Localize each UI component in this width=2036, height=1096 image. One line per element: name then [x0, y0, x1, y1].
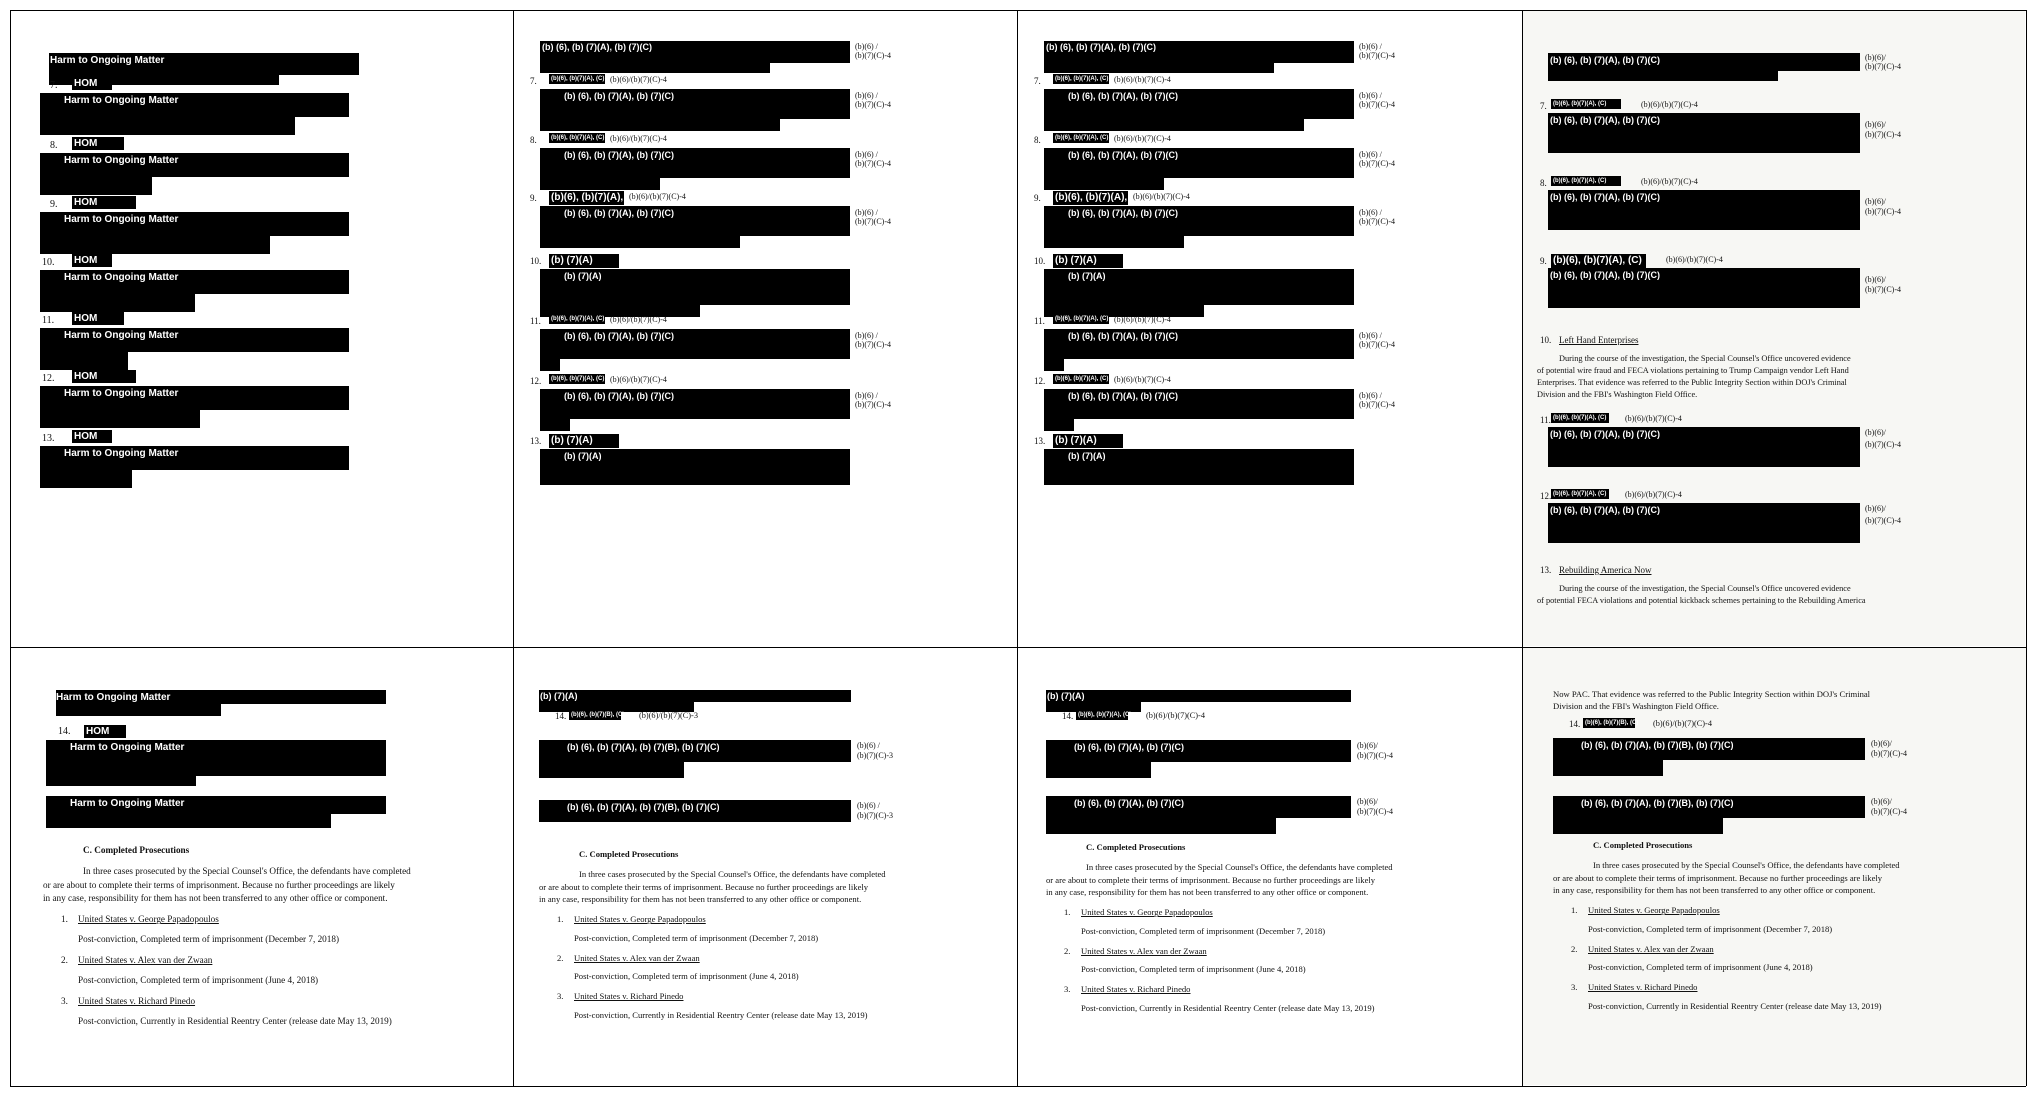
margin-note: (b)(6) / [855, 42, 878, 51]
case-status: Post-conviction, Completed term of imprisonment (June 4, 2018) [1588, 962, 1813, 973]
item-number: 13. [1034, 436, 1046, 446]
margin-note: (b)(6)/ [1865, 197, 1886, 206]
item-number: 9. [530, 193, 537, 203]
paragraph-line: During the course of the investigation, the Special Counsel's Office uncovered evidence [1559, 354, 1851, 363]
redaction-block-step [540, 177, 660, 190]
panel-divider [513, 10, 514, 1086]
block-label: (b) (6), (b) (7)(A), (b) (7)(C) [1068, 208, 1178, 218]
exemption-tag-label: (b)(6), (b)(7)(A), (C) [1055, 76, 1109, 82]
case-status: Post-conviction, Completed term of imprisonment (June 4, 2018) [1081, 964, 1306, 975]
redaction-block-step [40, 351, 128, 370]
redaction-block-step [40, 116, 295, 135]
block-label: (b) (6), (b) (7)(A), (b) (7)(C) [1074, 798, 1184, 808]
paragraph-line: of potential wire fraud and FECA violations pertaining to Trump Campaign vendor Left Hand [1537, 366, 1849, 375]
margin-note: (b)(7)(C)-4 [1865, 285, 1901, 294]
exemption-note: (b)(6)/(b)(7)(C)-4 [610, 375, 667, 384]
section-heading: C. Completed Prosecutions [579, 849, 679, 859]
item-number: 13. [530, 436, 542, 446]
exemption-tag-label: (b)(6), (b)(7)(A), (C) [551, 192, 640, 203]
paragraph-line: of potential FECA violations and potential kickback schemes pertaining to the Rebuilding America [1537, 596, 1866, 605]
case-title: United States v. Richard Pinedo [574, 991, 684, 1002]
section-title: Left Hand Enterprises [1559, 335, 1639, 345]
panel-divider [1522, 10, 1523, 1086]
block-label: (b) (6), (b) (7)(A), (b) (7)(C) [542, 42, 652, 52]
item-number: 11. [1540, 415, 1551, 425]
exemption-tag-label: (b) (7)(A) [1055, 255, 1097, 266]
block-label: (b) (6), (b) (7)(A), (b) (7)(C) [1074, 742, 1184, 752]
block-label: (b) (6), (b) (7)(A), (b) (7)(C) [564, 391, 674, 401]
item-number: 13. [42, 433, 55, 444]
redaction-block-step [56, 703, 221, 716]
item-number: 14. [555, 711, 567, 721]
case-number: 1. [557, 914, 564, 925]
panel-divider [2026, 10, 2027, 1086]
item-number: 14. [1062, 711, 1074, 721]
redaction-block-step [1553, 759, 1663, 776]
hom-code: HOM [74, 78, 98, 89]
margin-note: (b)(6) / [1359, 150, 1382, 159]
block-label: (b) (6), (b) (7)(A), (b) (7)(C) [1046, 42, 1156, 52]
case-status: Post-conviction, Completed term of imprisonment (June 4, 2018) [574, 971, 799, 982]
item-number: 11. [1034, 316, 1045, 326]
block-label: (b) (6), (b) (7)(A), (b) (7)(C) [1068, 150, 1178, 160]
case-number: 1. [1571, 905, 1578, 916]
block-label: Harm to Ongoing Matter [64, 95, 179, 106]
item-number: 7. [1034, 76, 1041, 86]
item-number: 8. [1540, 178, 1547, 188]
exemption-tag-label: (b) (7)(A) [1055, 435, 1097, 446]
exemption-note: (b)(6)/(b)(7)(C)-4 [1641, 177, 1698, 186]
margin-note: (b)(7)(C)-4 [1359, 51, 1395, 60]
case-title: United States v. Alex van der Zwaan [1588, 943, 1714, 954]
margin-note: (b)(6)/ [1357, 797, 1378, 806]
redaction-block-step [1044, 358, 1064, 371]
margin-note: (b)(6)/ [1871, 739, 1892, 748]
hom-code: HOM [86, 726, 110, 737]
block-label: (b) (6), (b) (7)(A), (b) (7)(C) [1550, 429, 1660, 439]
margin-note: (b)(7)(C)-4 [1871, 749, 1907, 758]
margin-note: (b)(6) / [855, 91, 878, 100]
margin-note: (b)(6)/ [1865, 120, 1886, 129]
case-number: 3. [1064, 984, 1071, 995]
exemption-note: (b)(6)/(b)(7)(C)-4 [629, 192, 686, 201]
margin-note: (b)(6) / [1359, 42, 1382, 51]
case-title: United States v. Alex van der Zwaan [1081, 945, 1207, 956]
section-heading: C. Completed Prosecutions [83, 845, 190, 855]
paragraph-line: Enterprises. That evidence was referred to the Public Integrity Section within DOJ's Criminal [1537, 378, 1847, 387]
section-title: Rebuilding America Now [1559, 565, 1652, 575]
exemption-note: (b)(6)/(b)(7)(C)-4 [1625, 490, 1682, 499]
redaction-block-step [1548, 542, 1658, 543]
page-5-hom [11, 648, 512, 1085]
panel-divider [10, 10, 2026, 11]
item-number: 14. [58, 726, 71, 737]
block-label: Harm to Ongoing Matter [64, 448, 179, 459]
margin-note: (b)(7)(C)-4 [1865, 516, 1901, 525]
block-label: (b) (7)(A) [540, 691, 578, 701]
block-label: (b) (7)(A) [564, 451, 602, 461]
margin-note: (b)(6)/ [1865, 275, 1886, 284]
margin-note: (b)(6)/ [1865, 428, 1886, 437]
margin-note: (b)(6)/ [1865, 53, 1886, 62]
redaction-block-step [1044, 118, 1304, 131]
case-title: United States v. Alex van der Zwaan [78, 955, 213, 966]
case-title: United States v. George Papadopoulos [1081, 907, 1213, 918]
paragraph-line: in any case, responsibility for them has not been transferred to any other office or component. [1046, 887, 1369, 898]
exemption-tag-label: (b)(6), (b)(7)(A), (C) [551, 135, 605, 141]
block-label: (b) (6), (b) (7)(A), (b) (7)(C) [1550, 505, 1660, 515]
block-label: Harm to Ongoing Matter [70, 798, 185, 809]
exemption-note: (b)(6)/(b)(7)(C)-4 [1133, 192, 1190, 201]
margin-note: (b)(7)(C)-4 [1871, 807, 1907, 816]
redaction-block-step [40, 409, 200, 428]
item-number: 10. [530, 256, 542, 266]
exemption-note: (b)(6)/(b)(7)(C)-4 [1114, 375, 1171, 384]
block-label: (b) (6), (b) (7)(A), (b) (7)(C) [1550, 55, 1660, 65]
exemption-note: (b)(6)/(b)(7)(C)-3 [639, 711, 698, 720]
block-label: (b) (7)(A) [1047, 691, 1085, 701]
case-title: United States v. Richard Pinedo [78, 995, 196, 1006]
exemption-tag-label: (b)(6), (b)(7)(A), (C) [1553, 178, 1607, 184]
redaction-block-step [1548, 307, 1658, 308]
margin-note: (b)(7)(C)-4 [1359, 159, 1395, 168]
redaction-block-step [1548, 229, 1658, 230]
case-number: 3. [61, 995, 68, 1006]
redaction-block-step [1548, 466, 1658, 467]
paragraph-line: in any case, responsibility for them has not been transferred to any other office or component. [43, 893, 388, 904]
item-number: 7. [530, 76, 537, 86]
paragraph-line: or are about to complete their terms of imprisonment. Because no further proceedings are likely [539, 881, 869, 892]
paragraph-line: Now PAC. That evidence was referred to the Public Integrity Section within DOJ's Criminal [1553, 689, 1871, 699]
exemption-tag-label: (b)(6), (b)(7)(A), (C) [1553, 255, 1642, 266]
redaction-block-step [1044, 177, 1164, 190]
case-status: Post-conviction, Completed term of imprisonment (December 7, 2018) [1081, 925, 1326, 936]
case-status: Post-conviction, Currently in Residential Reentry Center (release date May 13, 2019) [1081, 1002, 1375, 1013]
margin-note: (b)(6) / [855, 391, 878, 400]
margin-note: (b)(6)/ [1357, 741, 1378, 750]
margin-note: (b)(6)/ [1871, 797, 1892, 806]
redaction-block-step [1044, 418, 1074, 431]
margin-note: (b)(7)(C)-4 [855, 100, 891, 109]
hom-code: HOM [74, 313, 98, 324]
exemption-tag-label: (b)(6), (b)(7)(A), (C) [1055, 376, 1109, 382]
redaction-block-step [1044, 62, 1274, 73]
exemption-tag-label: (b)(6), (b)(7)(A), (C) [551, 316, 605, 322]
case-number: 2. [557, 952, 564, 963]
case-status: Post-conviction, Completed term of imprisonment (December 7, 2018) [78, 934, 340, 945]
margin-note: (b)(7)(C)-4 [1357, 751, 1393, 760]
margin-note: (b)(6) / [857, 801, 880, 810]
margin-note: (b)(7)(C)-4 [1359, 340, 1395, 349]
redaction-block-step [40, 235, 270, 254]
exemption-tag-label: (b)(6), (b)(7)(B), (C) [571, 712, 625, 718]
case-status: Post-conviction, Currently in Residential Reentry Center (release date May 13, 2019) [574, 1009, 868, 1020]
exemption-tag-label: (b) (7)(A) [551, 435, 593, 446]
exemption-note: (b)(6)/(b)(7)(C)-4 [610, 75, 667, 84]
item-number: 9. [1034, 193, 1041, 203]
block-label: (b) (6), (b) (7)(A), (b) (7)(C) [564, 150, 674, 160]
exemption-tag-label: (b)(6), (b)(7)(A), (C) [1553, 101, 1607, 107]
case-status: Post-conviction, Completed term of imprisonment (December 7, 2018) [574, 932, 819, 943]
margin-note: (b)(7)(C)-4 [1359, 100, 1395, 109]
page-1-hom [11, 11, 512, 646]
block-label: (b) (6), (b) (7)(A), (b) (7)(C) [1068, 331, 1178, 341]
block-label: (b) (6), (b) (7)(A), (b) (7)(C) [564, 331, 674, 341]
paragraph-line: Division and the FBI's Washington Field Office. [1537, 390, 1698, 399]
paragraph-line: During the course of the investigation, the Special Counsel's Office uncovered evidence [1559, 584, 1851, 593]
item-number: 11. [530, 316, 541, 326]
redaction-block-step [40, 293, 195, 312]
exemption-tag-label: (b)(6), (b)(7)(A), (C) [1055, 192, 1144, 203]
page-6-redacted [514, 648, 1017, 1085]
margin-note: (b)(7)(C)-4 [855, 340, 891, 349]
redaction-block-step [540, 235, 740, 248]
block-label: Harm to Ongoing Matter [64, 388, 179, 399]
exemption-note: (b)(6)/(b)(7)(C)-4 [1114, 75, 1171, 84]
hom-code: HOM [74, 197, 98, 208]
exemption-note: (b)(6)/(b)(7)(C)-4 [1666, 255, 1723, 264]
block-label: (b) (7)(A) [1068, 451, 1106, 461]
margin-note: (b)(7)(C)-4 [1359, 400, 1395, 409]
hom-code: HOM [74, 371, 98, 382]
margin-note: (b)(6) / [855, 150, 878, 159]
block-label: (b) (6), (b) (7)(A), (b) (7)(C) [564, 91, 674, 101]
margin-note: (b)(6) / [1359, 91, 1382, 100]
item-number: 10. [42, 257, 55, 268]
case-title: United States v. Richard Pinedo [1081, 984, 1191, 995]
margin-note: (b)(7)(C)-4 [1865, 62, 1901, 71]
paragraph-line: Division and the FBI's Washington Field Office. [1553, 701, 1719, 711]
redaction-block-step [1044, 235, 1184, 248]
exemption-tag-label: (b)(6), (b)(7)(A), (C) [1553, 415, 1607, 421]
section-heading: C. Completed Prosecutions [1593, 840, 1693, 850]
item-number: 10. [1034, 256, 1046, 266]
margin-note: (b)(7)(C)-4 [855, 51, 891, 60]
block-label: (b) (7)(A) [564, 271, 602, 281]
paragraph-line: or are about to complete their terms of imprisonment. Because no further proceedings are likely [1046, 874, 1376, 885]
case-title: United States v. George Papadopoulos [574, 914, 706, 925]
item-number: 9. [1540, 256, 1547, 266]
block-label: Harm to Ongoing Matter [70, 742, 185, 753]
case-status: Post-conviction, Completed term of imprisonment (December 7, 2018) [1588, 923, 1833, 934]
block-label: (b) (6), (b) (7)(A), (b) (7)(C) [1068, 391, 1178, 401]
redaction-block-step [1046, 817, 1276, 834]
case-number: 2. [1571, 943, 1578, 954]
block-label: (b) (7)(A) [1068, 271, 1106, 281]
exemption-tag-label: (b) (7)(A) [551, 255, 593, 266]
margin-note: (b)(6) / [857, 741, 880, 750]
redaction-block-step [540, 418, 570, 431]
block-label: (b) (6), (b) (7)(A), (b) (7)(C) [1550, 192, 1660, 202]
item-number: 9. [50, 199, 58, 210]
margin-note: (b)(7)(C)-4 [1865, 207, 1901, 216]
exemption-tag-label: (b)(6), (b)(7)(A), (C) [1055, 316, 1109, 322]
exemption-note: (b)(6)/(b)(7)(C)-4 [1114, 134, 1171, 143]
block-label: (b) (6), (b) (7)(A), (b) (7)(C) [1068, 91, 1178, 101]
case-number: 1. [61, 914, 68, 925]
panel-divider [10, 10, 11, 1086]
item-number: 7. [50, 80, 58, 91]
item-number: 12. [42, 373, 55, 384]
hom-code: HOM [74, 138, 98, 149]
margin-note: (b)(6) / [855, 331, 878, 340]
margin-note: (b)(6) / [1359, 391, 1382, 400]
block-label: (b) (6), (b) (7)(A), (b) (7)(B), (b) (7)(C) [567, 802, 720, 812]
margin-note: (b)(7)(C)-4 [1865, 130, 1901, 139]
redaction-block-step [1548, 152, 1658, 153]
exemption-note: (b)(6)/(b)(7)(C)-4 [1146, 711, 1205, 720]
margin-note: (b)(7)(C)-4 [855, 159, 891, 168]
paragraph-line: In three cases prosecuted by the Special Counsel's Office, the defendants have completed [579, 868, 886, 879]
redaction-block-step [1553, 817, 1723, 834]
margin-note: (b)(6)/ [1865, 504, 1886, 513]
margin-note: (b)(6) / [1359, 331, 1382, 340]
paragraph-line: in any case, responsibility for them has not been transferred to any other office or component. [539, 894, 862, 905]
page-2-redacted [514, 11, 1017, 646]
case-number: 1. [1064, 907, 1071, 918]
item-number: 12. [1540, 491, 1552, 501]
case-number: 3. [557, 991, 564, 1002]
block-label: Harm to Ongoing Matter [64, 155, 179, 166]
item-number: 12. [1034, 376, 1046, 386]
margin-note: (b)(7)(C)-4 [855, 217, 891, 226]
paragraph-line: in any case, responsibility for them has not been transferred to any other office or component. [1553, 885, 1876, 896]
item-number: 7. [1540, 101, 1547, 111]
block-label: (b) (6), (b) (7)(A), (b) (7)(C) [564, 208, 674, 218]
margin-note: (b)(7)(C)-4 [1359, 217, 1395, 226]
redaction-block-step [40, 469, 132, 488]
margin-note: (b)(7)(C)-4 [855, 400, 891, 409]
block-label: (b) (6), (b) (7)(A), (b) (7)(B), (b) (7)(C) [567, 742, 720, 752]
exemption-note: (b)(6)/(b)(7)(C)-4 [1653, 719, 1712, 728]
exemption-note: (b)(6)/(b)(7)(C)-4 [1625, 414, 1682, 423]
margin-note: (b)(7)(C)-4 [1357, 807, 1393, 816]
block-label: (b) (6), (b) (7)(A), (b) (7)(C) [1550, 270, 1660, 280]
paragraph-line: or are about to complete their terms of imprisonment. Because no further proceedings are likely [43, 879, 395, 890]
panel-divider [10, 1086, 2026, 1087]
block-label: Harm to Ongoing Matter [64, 330, 179, 341]
redaction-block-step [539, 761, 684, 778]
redaction-block-step [540, 62, 770, 73]
block-label: Harm to Ongoing Matter [64, 272, 179, 283]
exemption-tag-label: (b)(6), (b)(7)(A), (C) [1055, 135, 1109, 141]
hom-code: HOM [74, 255, 98, 266]
exemption-note: (b)(6)/(b)(7)(C)-4 [610, 315, 667, 324]
case-title: United States v. George Papadopoulos [1588, 905, 1720, 916]
margin-note: (b)(7)(C)-3 [857, 751, 893, 760]
item-number: 8. [530, 135, 537, 145]
page-4-redacted [1523, 11, 2025, 646]
item-number: 8. [1034, 135, 1041, 145]
redaction-block-step [1046, 761, 1151, 778]
block-label: (b) (6), (b) (7)(A), (b) (7)(B), (b) (7)(C) [1581, 740, 1734, 750]
case-title: United States v. Alex van der Zwaan [574, 952, 700, 963]
case-status: Post-conviction, Completed term of imprisonment (June 4, 2018) [78, 974, 319, 985]
section-heading: C. Completed Prosecutions [1086, 842, 1186, 852]
exemption-note: (b)(6)/(b)(7)(C)-4 [1114, 315, 1171, 324]
margin-note: (b)(7)(C)-4 [1865, 440, 1901, 449]
item-number: 13. [1540, 565, 1552, 575]
item-number: 11. [42, 315, 55, 326]
paragraph-line: or are about to complete their terms of imprisonment. Because no further proceedings are likely [1553, 872, 1883, 883]
page-7-redacted [1018, 648, 1521, 1085]
exemption-tag-label: (b)(6), (b)(7)(A), (C) [1078, 712, 1132, 718]
block-label: Harm to Ongoing Matter [50, 55, 165, 66]
panel-divider [10, 647, 2026, 648]
exemption-tag-label: (b)(6), (b)(7)(B), (C) [1585, 720, 1639, 726]
margin-note: (b)(6) / [855, 208, 878, 217]
block-label: (b) (6), (b) (7)(A), (b) (7)(C) [1550, 115, 1660, 125]
case-number: 3. [1571, 982, 1578, 993]
block-label: Harm to Ongoing Matter [56, 692, 171, 703]
case-status: Post-conviction, Currently in Residential Reentry Center (release date May 13, 2019) [78, 1015, 392, 1026]
exemption-note: (b)(6)/(b)(7)(C)-4 [610, 134, 667, 143]
page-3-redacted [1018, 11, 1521, 646]
paragraph-line: In three cases prosecuted by the Special Counsel's Office, the defendants have completed [1593, 859, 1900, 870]
redaction-block-step [46, 813, 331, 828]
exemption-tag-label: (b)(6), (b)(7)(A), (C) [551, 76, 605, 82]
case-number: 2. [61, 955, 68, 966]
case-status: Post-conviction, Currently in Residential Reentry Center (release date May 13, 2019) [1588, 1000, 1882, 1011]
margin-note: (b)(7)(C)-3 [857, 811, 893, 820]
block-label: (b) (6), (b) (7)(A), (b) (7)(B), (b) (7)(C) [1581, 798, 1734, 808]
redaction-block-step [540, 118, 780, 131]
case-title: United States v. Richard Pinedo [1588, 982, 1698, 993]
item-number: 12. [530, 376, 542, 386]
redaction-block-step [46, 775, 196, 786]
exemption-tag-label: (b)(6), (b)(7)(A), (C) [1553, 491, 1607, 497]
exemption-tag-label: (b)(6), (b)(7)(A), (C) [551, 376, 605, 382]
margin-note: (b)(6) / [1359, 208, 1382, 217]
case-number: 2. [1064, 945, 1071, 956]
item-number: 14. [1569, 719, 1581, 729]
redaction-block-step [540, 358, 560, 371]
redaction-block-step [1548, 70, 1778, 81]
panel-divider [1017, 10, 1018, 1086]
item-number: 8. [50, 140, 58, 151]
hom-code: HOM [74, 431, 98, 442]
redaction-block-step [40, 176, 152, 195]
exemption-note: (b)(6)/(b)(7)(C)-4 [1641, 100, 1698, 109]
item-number: 10. [1540, 335, 1552, 345]
paragraph-line: In three cases prosecuted by the Special Counsel's Office, the defendants have completed [83, 866, 411, 877]
page-8-redacted [1523, 648, 2026, 1085]
block-label: Harm to Ongoing Matter [64, 214, 179, 225]
paragraph-line: In three cases prosecuted by the Special Counsel's Office, the defendants have completed [1086, 861, 1393, 872]
case-title: United States v. George Papadopoulos [78, 914, 219, 925]
